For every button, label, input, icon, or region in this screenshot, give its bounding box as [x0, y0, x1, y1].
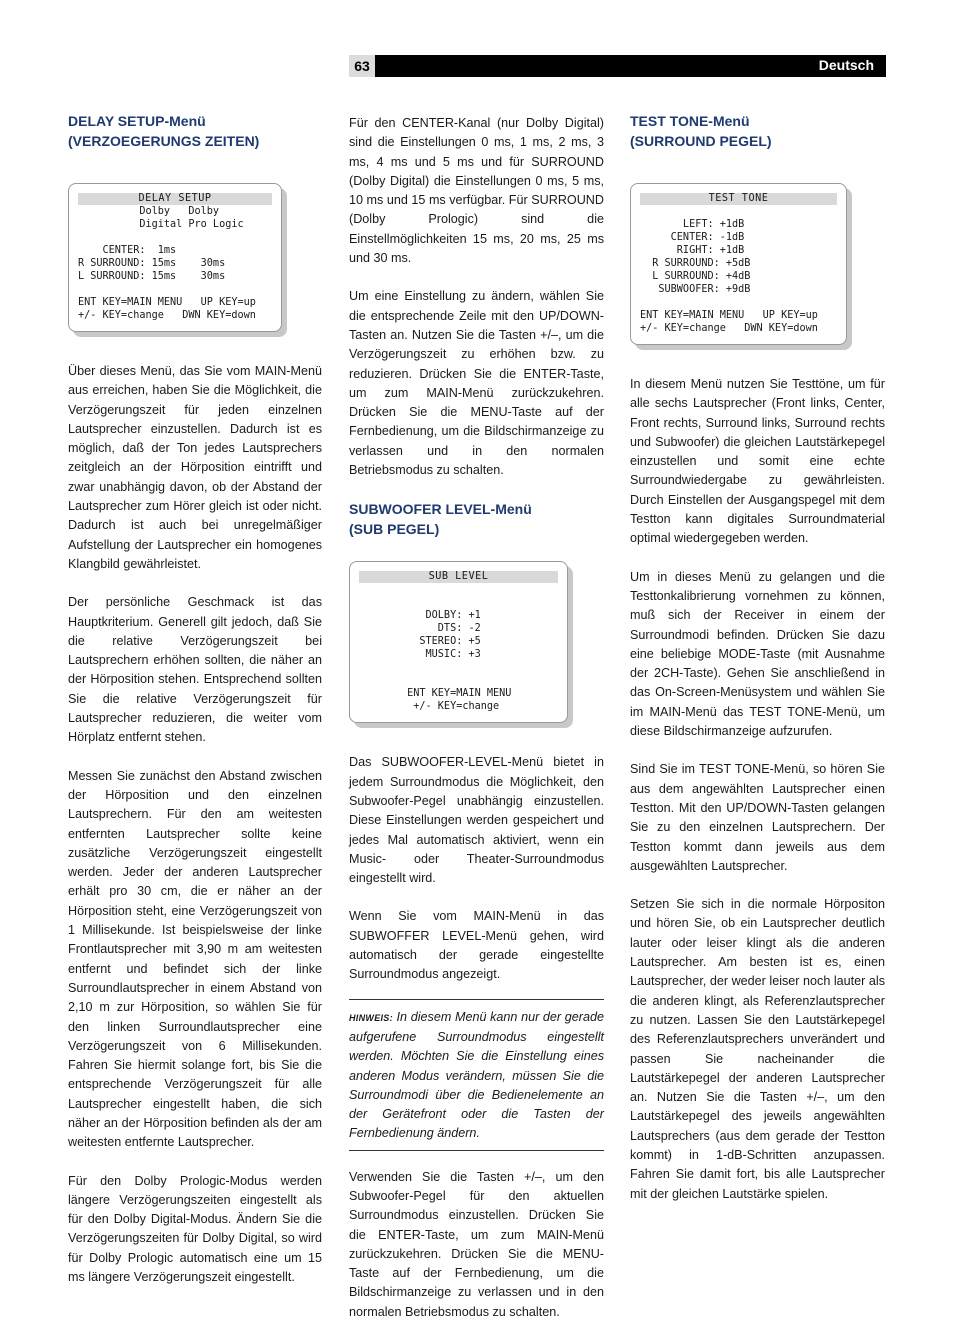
language-label: Deutsch — [818, 57, 874, 73]
delay-setup-heading: DELAY SETUP-Menü (VERZOEGERUNGS ZEITEN) — [68, 113, 260, 149]
paragraph: Für den Dolby Prologic-Modus werden längere Verzögerungszeiten eingestellt als für den Dolby Digital-Modus. Ändern Sie die Verzögerungszeiten für Dolby Digital, so wird für Dolby Prologic automatisch eine um 15 ms längere Verzögerungszeit eingestellt. — [68, 1173, 322, 1285]
test-tone-heading: TEST TONE-Menü (SURROUND PEGEL) — [630, 113, 772, 149]
screen-body: Dolby Dolby Digital Pro Logic CENTER: 1ms R SURROUND: 15ms 30ms L SURROUND: 15ms 30ms ENT KEY=MAIN MENU UP KEY=up +/- KEY=change DWN KEY=down — [78, 206, 256, 321]
paragraph: Das SUBWOOFER-LEVEL-Menü bietet in jedem Surroundmodus die Möglichkeit, den Subwoofer-Pegel unabhängig einzustellen. Diese Einstellungen werden gespeichert und jedes Mal automatisch aktiviert, wenn ein Music- oder Theater-Surroundmodus eingestellt wird. — [349, 755, 604, 886]
note-text: In diesem Menü kann nur der gerade aufgerufene Surroundmodus eingestellt werden. Möchten Sie die Einstellung eines anderen Modus verändern, müssen Sie die Surroundmodi über die Bedienelemente an der Gerätefront oder die Tasten der Fernbedienung ändern. — [349, 1009, 604, 1141]
screen-title: SUB LEVEL — [359, 571, 558, 583]
header-bar — [349, 55, 886, 77]
paragraph: Setzen Sie sich in die normale Hörpositon und hören Sie, ob ein Lautsprecher deutlich lauter oder leiser klingt als die anderen Lautsprecher. Am besten ist es, einen Lautsprecher, der weder leiser noch lauter als die anderen klingt, als Referenzlautsprecher zu nutzen. Lassen Sie den Lautstärkepegel des Referenzlautsprechers unverändert und passen Sie nacheinander die Lautstärkepegel der anderen Lautsprecher an. Nutzen Sie die Tasten +/–, um den Lautstärkepegel des jeweils angewählten Lautsprechers (aus dem gerade der Testton kommt) in 1-dB-Schritten anzupassen. Fahren Sie damit fort, bis alle Lautsprecher mit der gleichen Lautstärke spielen. — [630, 897, 885, 1201]
note-label: HINWEIS: — [349, 1012, 393, 1023]
paragraph: Der persönliche Geschmack ist das Hauptkriterium. Generell gilt jedoch, daß Sie die relative Verzögerungszeit bei Lautsprechern erhöhen sollten, die näher an der Hörposition stehen. Entsprechend sollten Sie die relative Verzögerungszeit für Lautsprecher reduzieren, die weiter vom Hörplatz entfernt stehen. — [68, 595, 322, 745]
test-tone-screen — [630, 183, 847, 345]
paragraph: Wenn Sie vom MAIN-Menü in das SUBWOFFER LEVEL-Menü gehen, wird automatisch der gerade eingestellte Surroundmodus angezeigt. — [349, 909, 604, 982]
note-box — [349, 999, 604, 1151]
column-1 — [68, 112, 322, 1287]
paragraph: Über dieses Menü, das Sie vom MAIN-Menü aus erreichen, haben Sie die Möglichkeit, die Verzögerungszeit für jeden einzelnen Lautsprecher einzustellen. Dadurch ist es möglich, daß der Ton jedes Lautsprechers zeitgleich an der Hörposition eintrifft und zwar unabhängig davon, ob der Abstand der Lautsprecher zum Hörer gleich ist oder nicht. Dadurch ist auch bei unregelmäßiger Aufstellung der Lautsprecher ein homogenes Klangbild gewährleistet. — [68, 364, 322, 571]
paragraph: Um eine Einstellung zu ändern, wählen Sie die entsprechende Zeile mit den UP/DOWN-Tasten an. Nutzen Sie die Tasten +/–, um die Verzögerungszeit zu erhöhen bzw. zu reduzieren. Drücken Sie die ENTER-Taste, um zum MAIN-Menü zurückzukehren. Drücken Sie die MENU-Taste auf der Fernbedienung, um die Bildschirmanzeige zu verlassen und in den normalen Betriebsmodus zu schalten. — [349, 289, 604, 478]
subwoofer-level-heading: SUBWOOFER LEVEL-Menü (SUB PEGEL) — [349, 501, 532, 537]
delay-setup-screen — [68, 183, 282, 332]
column-3 — [630, 112, 885, 1204]
paragraph: Für den CENTER-Kanal (nur Dolby Digital) sind die Einstellungen 0 ms, 1 ms, 2 ms, 3 ms, 4 ms und 5 ms und für SURROUND (Dolby Digital) die Einstellungen 0 ms, 5 ms, 10 ms und 15 ms verfügbar. Für SURROUND (Dolby Prologic) sind die Einstellmöglichkeiten 15 ms, 20 ms, 25 ms und 30 ms. — [349, 116, 604, 266]
paragraph: Sind Sie im TEST TONE-Menü, so hören Sie aus dem angewählten Lautsprecher einen Testton. Mit den UP/DOWN-Tasten gelangen Sie zu den einzelnen Lautsprechern. Der Testton kommt dann jeweils aus dem ausgewählten Lautsprecher. — [630, 762, 885, 873]
page-number: 63 — [349, 55, 375, 77]
column-2 — [349, 114, 604, 1322]
paragraph: In diesem Menü nutzen Sie Testtöne, um für alle sechs Lautsprecher (Front links, Center, Front rechts, Surround links, Surround rechts und Subwoofer) die gleichen Lautstärkepegel einzustellen und somit eine echte Surroundwiedergabe zu gewährleisten. Durch Einstellen der Ausgangspegel mit dem Testton kann digitales Surroundmaterial optimal wiedergegeben werden. — [630, 377, 885, 546]
sub-level-screen — [349, 561, 568, 723]
screen-body: DOLBY: +1 DTS: -2 STEREO: +5 MUSIC: +3 ENT KEY=MAIN MENU +/- KEY=change — [401, 610, 512, 713]
screen-body: LEFT: +1dB CENTER: -1dB RIGHT: +1dB R SURROUND: +5dB L SURROUND: +4dB SUBWOOFER: +9dB ENT KEY=MAIN MENU UP KEY=up +/- KEY=change DWN KEY=down — [640, 219, 818, 334]
screen-title: TEST TONE — [640, 193, 837, 205]
paragraph: Verwenden Sie die Tasten +/–, um den Subwoofer-Pegel für den aktuellen Surroundmodus einzustellen. Drücken Sie die ENTER-Taste, um zum MAIN-Menü zurückzukehren. Drücken Sie die MENU-Taste auf der Fernbedienung, um die Bildschirmanzeige zu verlassen und in den normalen Betriebsmodus zu schalten. — [349, 1169, 604, 1319]
paragraph: Messen Sie zunächst den Abstand zwischen der Hörposition und den einzelnen Lautsprechern. Für den am weitesten entfernten Lautsprecher sollte keine zusätzliche Verzögerungszeit eingestellt werden. Jeder der anderen Lautsprecher erhält pro 30 cm, die er näher an der Hörposition steht, eine Verzögerungszeit von 1 Millisekunde. Ist beispielsweise der linke Frontlautsprecher mit 3,90 m am weitesten entfernt und befindet sich der linke Surroundlautsprecher in einem Abstand von 2,10 m zur Hörposition, so wählen Sie für den linken Surroundlautsprecher eine Verzögerungszeit von 6 Millisekunden. Fahren Sie hiermit solange fort, bis Sie die entsprechende Verzögerungszeit für alle Lautsprecher eingestellt haben, die sich näher an der Hörposition befinden als der am weitesten entfernte Lautsprecher. — [68, 768, 322, 1150]
paragraph: Um in dieses Menü zu gelangen und die Testtonkalibrierung vornehmen zu können, muß sich der Receiver in einem der Surroundmodi befinden. Drücken Sie dazu eine beliebige MODE-Taste (mit Ausnahme der 2CH-Taste). Gehen Sie anschließend in das On-Screen-Menüsystem und wählen Sie im MAIN-Menü das TEST TONE-Menü, um diese Bildschirmanzeige aufzurufen. — [630, 569, 885, 739]
screen-title: DELAY SETUP — [78, 193, 272, 205]
